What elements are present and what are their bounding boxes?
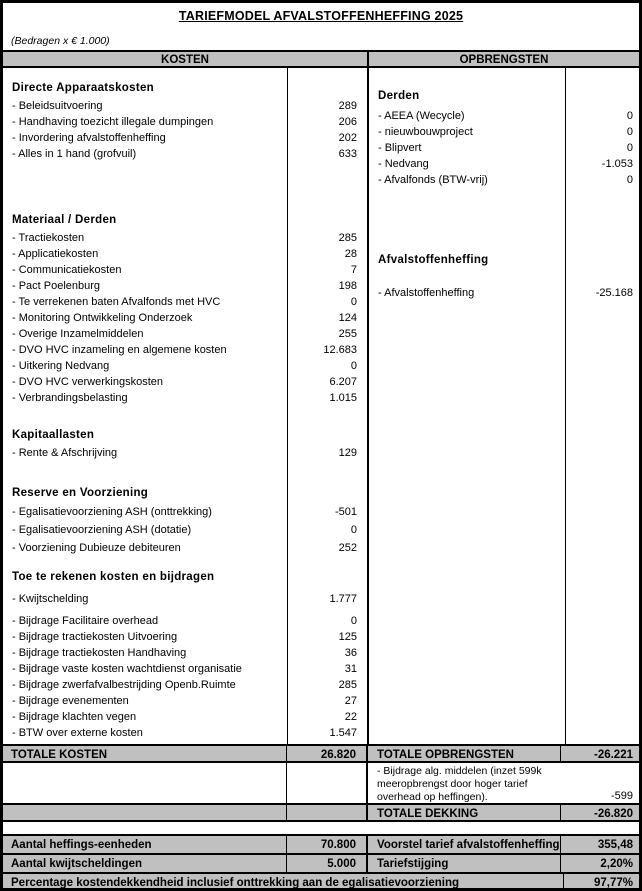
line-item-row — [3, 521, 367, 539]
line-item-row — [3, 390, 367, 406]
line-item-row — [3, 342, 367, 358]
line-item-value: 633 — [338, 148, 357, 160]
line-item-label: - Handhaving toezicht illegale dumpingen — [12, 116, 214, 128]
line-item-row — [3, 539, 367, 557]
total-dekking-value: -26.820 — [593, 808, 633, 820]
line-item-label: - Kwijtschelding — [12, 593, 89, 605]
line-item-label: - Te verrekenen baten Afvalfonds met HVC — [12, 296, 221, 308]
line-item-label: - Verbrandingsbelasting — [12, 392, 128, 404]
line-item-value: 1.547 — [329, 727, 357, 739]
line-item-row — [3, 591, 367, 607]
header-kosten: KOSTEN — [3, 52, 369, 66]
opbrengsten-column — [369, 68, 639, 744]
line-item-value: 255 — [338, 328, 357, 340]
line-item-row — [3, 146, 367, 162]
line-item-label: - Egalisatievoorziening ASH (dotatie) — [12, 524, 192, 536]
line-item-value: 0 — [350, 360, 357, 372]
empty-cell — [3, 805, 287, 820]
section-title: Toe te rekenen kosten en bijdragen — [12, 571, 215, 583]
line-item-label: - Egalisatievoorziening ASH (onttrekking) — [12, 506, 212, 518]
line-item-label: - Alles in 1 hand (grofvuil) — [12, 148, 137, 160]
kosten-column — [3, 68, 369, 744]
line-item-row — [3, 278, 367, 294]
stat-value: 355,48 — [597, 839, 633, 851]
spacer-row — [3, 822, 639, 834]
bijdrage-note-row — [3, 763, 639, 803]
line-item-label: - Blipvert — [378, 142, 422, 154]
line-item-label: - AEEA (Wecycle) — [378, 110, 465, 122]
total-kosten-label: TOTALE KOSTEN — [3, 746, 287, 761]
stats-row — [3, 834, 639, 853]
table-body — [3, 68, 639, 744]
empty-cell — [287, 805, 368, 820]
stat-label: Tariefstijging — [368, 855, 561, 872]
totals-row — [3, 744, 639, 763]
line-item-label: - Bijdrage zwerfafvalbestrijding Openb.Ruimte — [12, 679, 236, 691]
line-item-value: 0 — [626, 174, 633, 186]
line-item-value: 0 — [350, 524, 357, 536]
stat-value: 70.800 — [287, 836, 368, 853]
line-item-label: - Afvalstoffenheffing — [378, 287, 475, 299]
line-item-row — [3, 693, 367, 709]
line-item-value: 12.683 — [323, 344, 357, 356]
line-item-row — [369, 108, 639, 124]
amounts-unit-note: (Bedragen x € 1.000) — [11, 35, 110, 47]
section-title: Directe Apparaatskosten — [12, 82, 154, 94]
line-item-value: 27 — [344, 695, 357, 707]
line-item-row — [3, 709, 367, 725]
section-title: Materiaal / Derden — [12, 214, 117, 226]
line-item-row — [3, 503, 367, 521]
line-item-value: 124 — [338, 312, 357, 324]
line-item-label: - Bijdrage evenementen — [12, 695, 129, 707]
line-item-value: 0 — [626, 110, 633, 122]
percentage-value: 97,77% — [593, 877, 633, 889]
line-item-label: - Bijdrage vaste kosten wachtdienst organisatie — [12, 663, 242, 675]
page-title: TARIEFMODEL AFVALSTOFFENHEFFING 2025 — [178, 9, 464, 23]
line-item-label: - Monitoring Ontwikkeling Onderzoek — [12, 312, 193, 324]
line-item-value: 31 — [344, 663, 357, 675]
line-item-value: 0 — [626, 142, 633, 154]
line-item-row — [369, 156, 639, 172]
section-title: Kapitaallasten — [12, 429, 95, 441]
line-item-value: -25.168 — [595, 287, 633, 299]
line-item-label: - Voorziening Dubieuze debiteuren — [12, 542, 181, 554]
line-item-value: 6.207 — [329, 376, 357, 388]
line-item-label: - Communicatiekosten — [12, 264, 122, 276]
line-item-label: - Bijdrage tractiekosten Handhaving — [12, 647, 187, 659]
line-item-label: - BTW over externe kosten — [12, 727, 143, 739]
line-item-value: 0 — [350, 615, 357, 627]
line-item-row — [369, 124, 639, 140]
line-item-label: - DVO HVC inzameling en algemene kosten — [12, 344, 227, 356]
section-title: Derden — [378, 90, 420, 102]
header-opbrengsten: OPBRENGSTEN — [459, 54, 549, 66]
line-item-row — [3, 661, 367, 677]
line-item-row — [369, 285, 639, 301]
line-item-label: - Bijdrage klachten vegen — [12, 711, 137, 723]
line-item-value: 198 — [338, 280, 357, 292]
line-item-value: 7 — [350, 264, 357, 276]
line-item-value: -501 — [334, 506, 357, 518]
line-item-value: 285 — [338, 232, 357, 244]
line-item-row — [3, 677, 367, 693]
line-item-value: 206 — [338, 116, 357, 128]
total-dekking-label: TOTALE DEKKING — [368, 805, 561, 820]
line-item-value: 36 — [344, 647, 357, 659]
line-item-value: 1.015 — [329, 392, 357, 404]
line-item-value: 1.777 — [329, 593, 357, 605]
line-item-row — [3, 613, 367, 629]
total-opbrengsten-value: -26.221 — [593, 749, 633, 761]
line-item-row — [3, 310, 367, 326]
line-item-value: 125 — [338, 631, 357, 643]
total-opbrengsten-label: TOTALE OPBRENGSTEN — [368, 746, 561, 761]
section-title: Afvalstoffenheffing — [378, 254, 489, 266]
line-item-value: 22 — [344, 711, 357, 723]
line-item-label: - Overige Inzamelmiddelen — [12, 328, 144, 340]
empty-cell — [287, 763, 368, 803]
stat-label: Aantal heffings-eenheden — [3, 836, 287, 853]
bijdrage-note-value: -599 — [610, 790, 633, 802]
stat-label: Aantal kwijtscheldingen — [3, 855, 287, 872]
line-item-row — [369, 140, 639, 156]
line-item-value: 28 — [344, 248, 357, 260]
line-item-row — [3, 629, 367, 645]
line-item-row — [3, 98, 367, 114]
dekking-row — [3, 803, 639, 822]
line-item-row — [3, 262, 367, 278]
line-item-value: -1.053 — [601, 158, 633, 170]
line-item-row — [3, 294, 367, 310]
title-area — [3, 3, 639, 50]
stat-value: 5.000 — [287, 855, 368, 872]
line-item-label: - Uitkering Nedvang — [12, 360, 110, 372]
line-item-label: - nieuwbouwproject — [378, 126, 473, 138]
line-item-row — [369, 172, 639, 188]
line-item-row — [3, 645, 367, 661]
line-item-row — [3, 445, 367, 461]
line-item-value: 202 — [338, 132, 357, 144]
line-item-label: - Beleidsuitvoering — [12, 100, 103, 112]
total-kosten-value: 26.820 — [287, 746, 368, 761]
line-item-row — [3, 114, 367, 130]
line-item-label: - DVO HVC verwerkingskosten — [12, 376, 163, 388]
column-header-row — [3, 50, 639, 68]
percentage-label: Percentage kostendekkendheid inclusief onttrekking aan de egalisatievoorziening — [3, 874, 564, 891]
divider-left-values — [287, 68, 288, 744]
line-item-row — [3, 246, 367, 262]
section-title: Reserve en Voorziening — [12, 487, 149, 499]
line-item-label: - Tractiekosten — [12, 232, 85, 244]
line-item-label: - Invordering afvalstoffenheffing — [12, 132, 166, 144]
line-item-row — [3, 358, 367, 374]
line-item-row — [3, 230, 367, 246]
line-item-value: 0 — [626, 126, 633, 138]
line-item-label: - Bijdrage Facilitaire overhead — [12, 615, 159, 627]
line-item-value: 289 — [338, 100, 357, 112]
stat-label: Voorstel tarief afvalstoffenheffing — [368, 836, 561, 853]
bijdrage-note-label: - Bijdrage alg. middelen (inzet 599k meeropbrengst door hoger tarief overhead op heffingen). — [377, 765, 542, 803]
line-item-value: 0 — [350, 296, 357, 308]
line-item-value: 285 — [338, 679, 357, 691]
stat-value: 2,20% — [600, 858, 633, 870]
percentage-row — [3, 872, 639, 891]
line-item-label: - Pact Poelenburg — [12, 280, 101, 292]
line-item-row — [3, 725, 367, 741]
line-item-label: - Applicatiekosten — [12, 248, 99, 260]
line-item-row — [3, 326, 367, 342]
line-item-value: 252 — [338, 542, 357, 554]
line-item-row — [3, 374, 367, 390]
line-item-label: - Bijdrage tractiekosten Uitvoering — [12, 631, 178, 643]
line-item-label: - Rente & Afschrijving — [12, 447, 118, 459]
line-item-value: 129 — [338, 447, 357, 459]
line-item-label: - Nedvang — [378, 158, 429, 170]
divider-right-values — [565, 68, 566, 744]
empty-cell — [3, 763, 287, 803]
line-item-row — [3, 130, 367, 146]
line-item-label: - Afvalfonds (BTW-vrij) — [378, 174, 488, 186]
stats-row — [3, 853, 639, 872]
